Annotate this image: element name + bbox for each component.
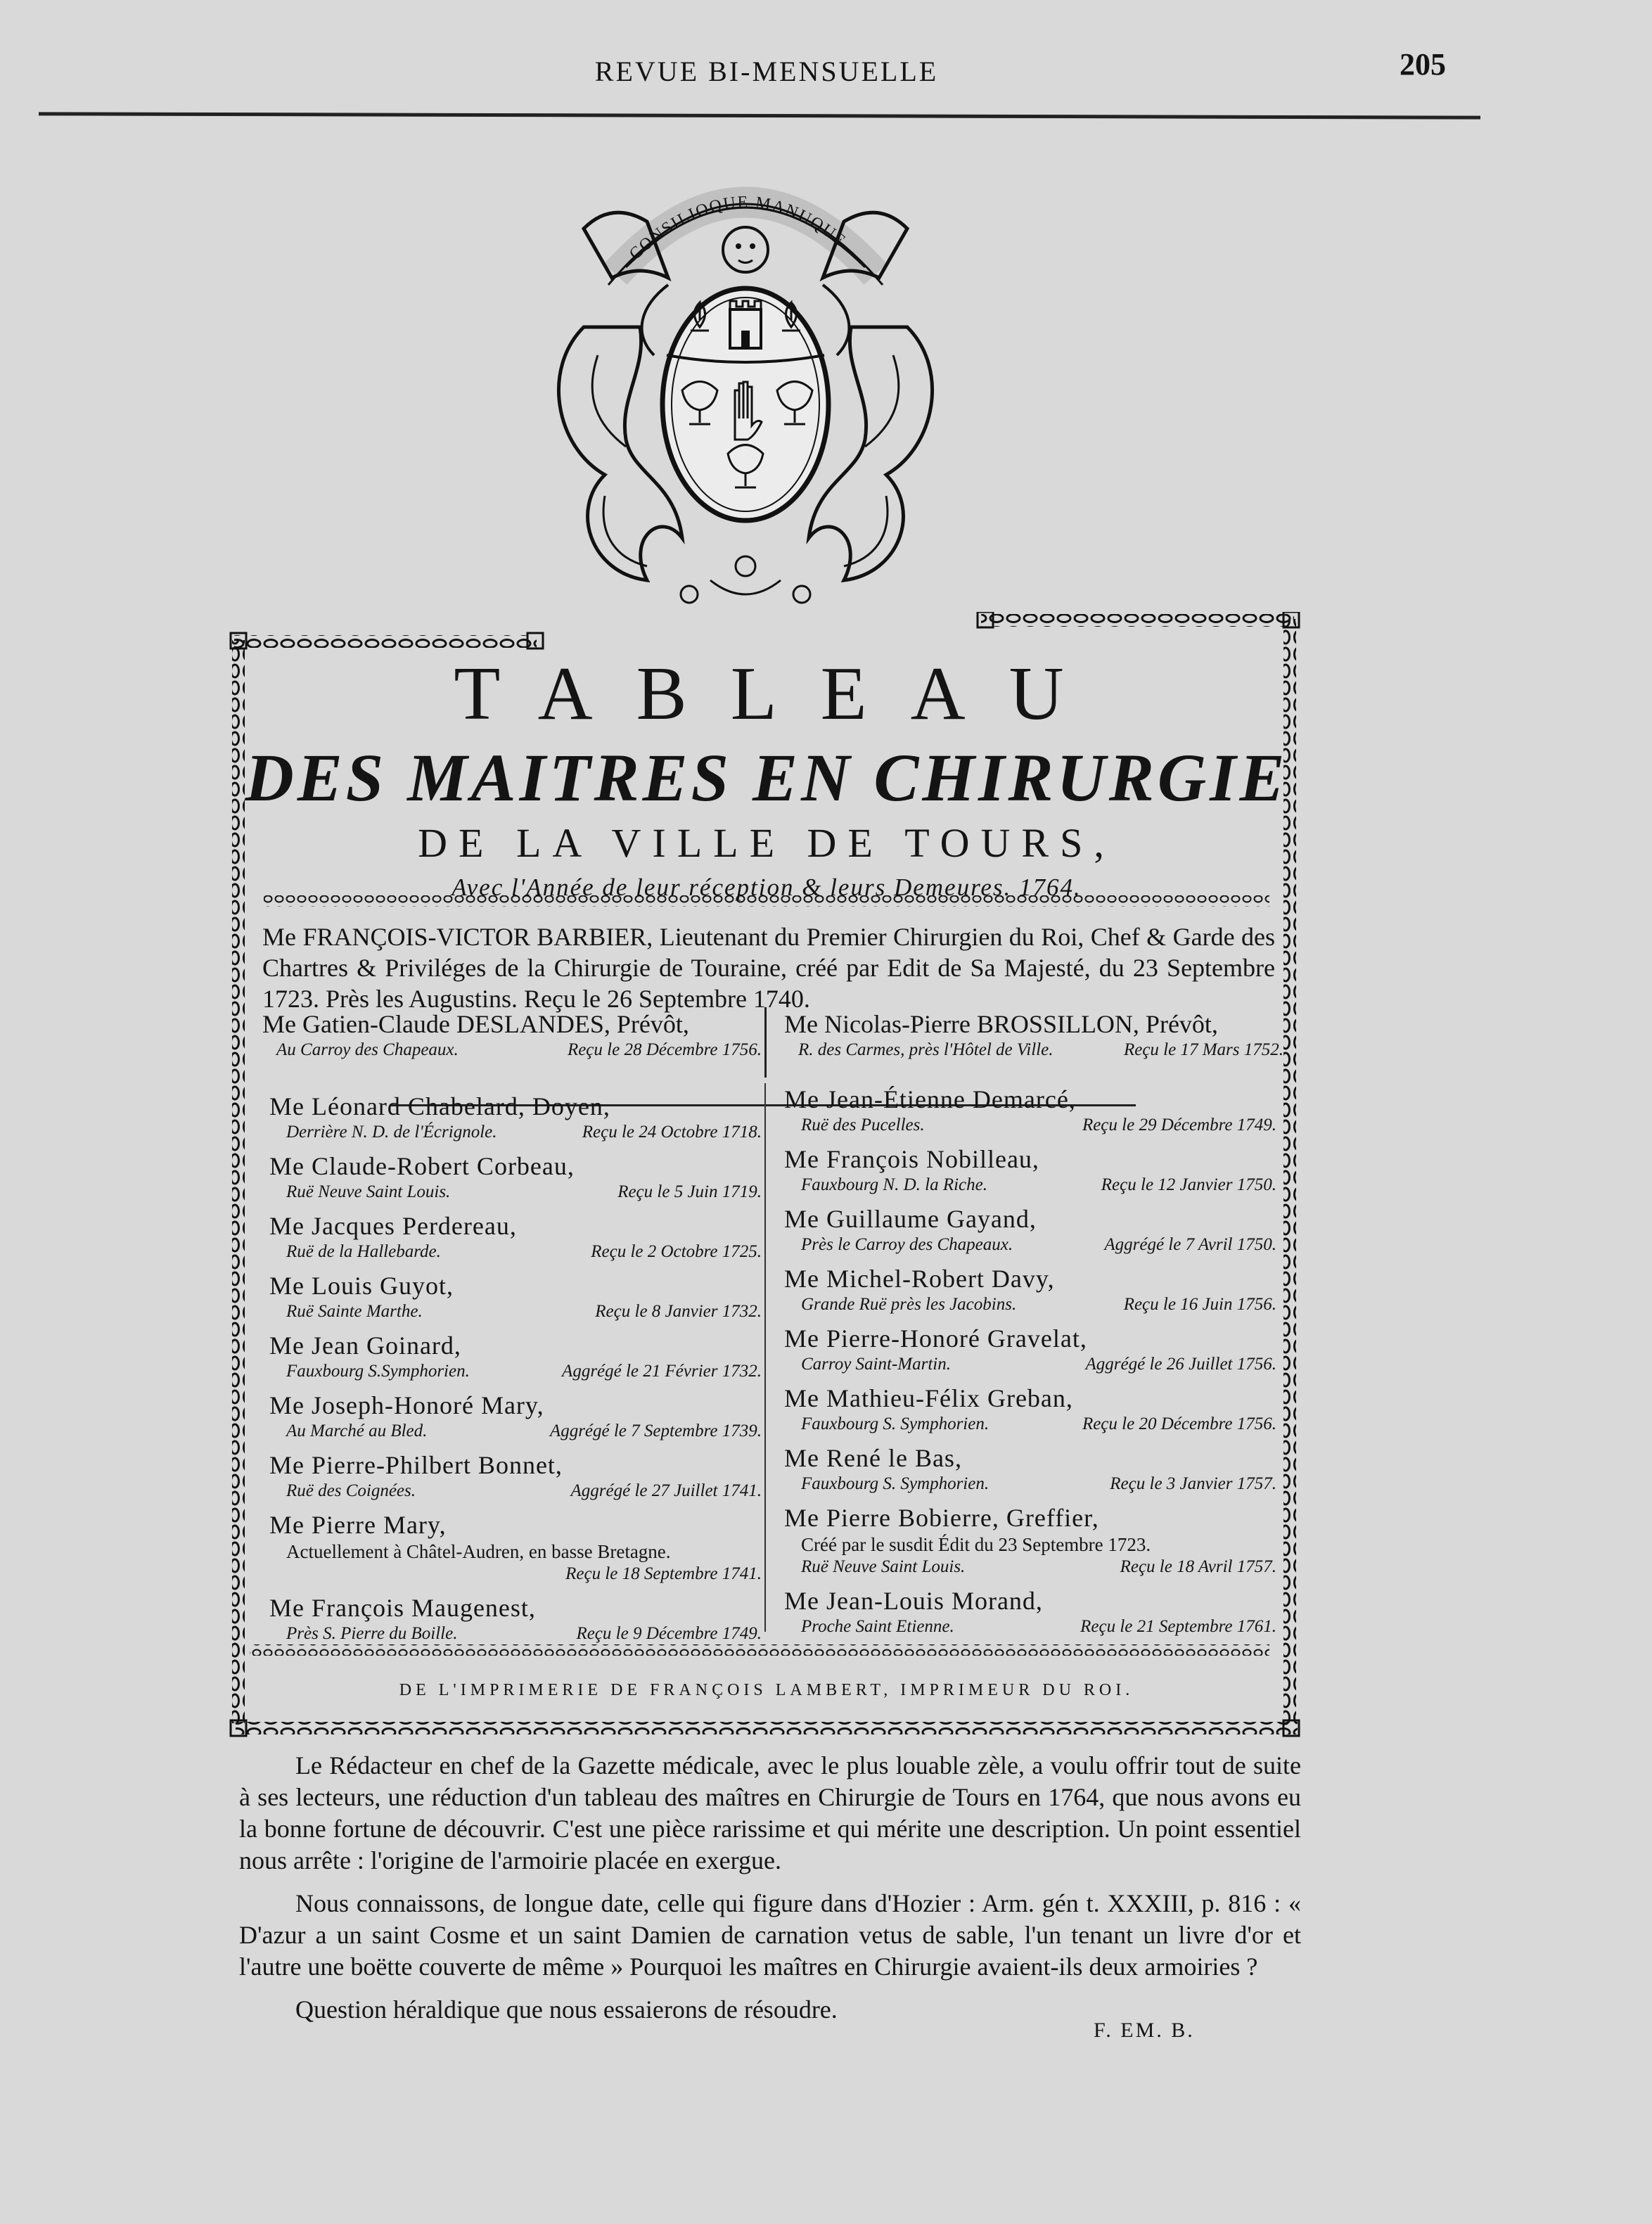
master-name: Me Michel-Robert Davy, bbox=[784, 1265, 1055, 1293]
master-address: Ruë Sainte Marthe. bbox=[286, 1302, 423, 1321]
master-date: Aggrégé le 27 Juillet 1741. bbox=[570, 1481, 762, 1500]
master-date: Reçu le 12 Janvier 1750. bbox=[1101, 1175, 1276, 1194]
header-rule bbox=[39, 112, 1480, 119]
master-address: Fauxbourg N. D. la Riche. bbox=[801, 1175, 988, 1194]
prevot-entry-right bbox=[784, 1009, 1291, 1060]
list-item bbox=[784, 1503, 1276, 1577]
master-name: Me Jean-Étienne Demarcé, bbox=[784, 1085, 1076, 1113]
master-address: Fauxbourg S. Symphorien. bbox=[801, 1414, 990, 1433]
running-head bbox=[0, 41, 1652, 97]
master-name: Me Léonard Chabelard, Doyen, bbox=[269, 1092, 610, 1120]
list-item bbox=[269, 1092, 762, 1142]
master-name: Me Jacques Perdereau, bbox=[269, 1212, 517, 1240]
master-name: Me Joseph-Honoré Mary, bbox=[269, 1391, 544, 1419]
master-address: Carroy Saint-Martin. bbox=[801, 1355, 951, 1374]
master-name: Me Claude-Robert Corbeau, bbox=[269, 1152, 575, 1180]
list-item bbox=[784, 1383, 1276, 1434]
master-address: Ruë des Pucelles. bbox=[801, 1116, 925, 1135]
master-address: Fauxbourg S.Symphorien. bbox=[286, 1362, 470, 1381]
master-date: Reçu le 16 Juin 1756. bbox=[1123, 1295, 1276, 1314]
list-item bbox=[269, 1151, 762, 1202]
article-paragraph: Nous connaissons, de longue date, celle qui figure dans d'Hozier : Arm. gén t. XXXIII, p. 816 : « D'azur a un saint Cosme et un saint Damien de carnation vetus de sable, l'un tenant un livre d'or et l'autre une boëtte couverte de même » Pourquoi les maîtres en Chirurgie avaient-ils deux armoiries ? bbox=[239, 1889, 1301, 1981]
master-address: Fauxbourg S. Symphorien. bbox=[801, 1474, 990, 1493]
master-note: Actuellement à Châtel-Audren, en basse Bretagne. bbox=[286, 1541, 671, 1562]
running-title: REVUE BI-MENSUELLE bbox=[594, 56, 939, 87]
list-item bbox=[784, 1144, 1276, 1195]
list-item bbox=[784, 1264, 1276, 1315]
master-name: Me Jean Goinard, bbox=[269, 1331, 461, 1360]
master-name: Me Pierre-Honoré Gravelat, bbox=[784, 1324, 1087, 1353]
master-date: Aggrégé le 26 Juillet 1756. bbox=[1085, 1355, 1276, 1374]
master-name: Me Pierre-Philbert Bonnet, bbox=[269, 1451, 563, 1479]
poster-city: DE LA VILLE DE TOURS, bbox=[418, 820, 1115, 866]
master-date: Aggrégé le 7 Avril 1750. bbox=[1104, 1235, 1276, 1254]
list-item bbox=[269, 1391, 762, 1441]
master-name: Me René le Bas, bbox=[784, 1444, 962, 1472]
list-item bbox=[269, 1271, 762, 1322]
master-date: Aggrégé le 7 Septembre 1739. bbox=[549, 1421, 762, 1440]
master-address: Grande Ruë près les Jacobins. bbox=[801, 1295, 1017, 1314]
list-item bbox=[269, 1211, 762, 1262]
prevot-address: R. des Carmes, près l'Hôtel de Ville. bbox=[798, 1040, 1054, 1059]
master-date: Reçu le 29 Décembre 1749. bbox=[1082, 1116, 1276, 1135]
master-name: Me Mathieu-Félix Greban, bbox=[784, 1384, 1073, 1412]
master-name: Me Jean-Louis Morand, bbox=[784, 1587, 1043, 1615]
printer-imprint: DE L'IMPRIMERIE DE FRANÇOIS LAMBERT, IMPRIMEUR DU ROI. bbox=[399, 1681, 1134, 1699]
master-date: Reçu le 8 Janvier 1732. bbox=[595, 1302, 762, 1321]
list-item bbox=[784, 1443, 1276, 1494]
master-date: Reçu le 3 Janvier 1757. bbox=[1110, 1474, 1276, 1493]
coat-of-arms-icon bbox=[542, 144, 949, 637]
page-number: 205 bbox=[1400, 47, 1446, 82]
master-note: Créé par le susdit Édit du 23 Septembre 1723. bbox=[801, 1534, 1151, 1555]
article-paragraph: Question héraldique que nous essaierons de résoudre. bbox=[295, 1995, 838, 2024]
master-date: Reçu le 2 Octobre 1725. bbox=[591, 1242, 762, 1261]
master-date: Aggrégé le 21 Février 1732. bbox=[562, 1362, 762, 1381]
prevot-date: Reçu le 17 Mars 1752. bbox=[1123, 1040, 1283, 1059]
poster-title: TABLEAU bbox=[454, 652, 1108, 736]
master-name: Me Pierre Bobierre, Greffier, bbox=[784, 1504, 1099, 1532]
master-date: Reçu le 24 Octobre 1718. bbox=[582, 1123, 762, 1142]
lieutenant-entry: Me FRANÇOIS-VICTOR BARBIER, Lieutenant du Premier Chirurgien du Roi, Chef & Garde des Chartres & Priviléges de la Chirurgie de Touraine, créé par Edit de Sa Majesté, du 23 Septembre 1723. Près les Augustins. Reçu le 26 Septembre 1740. bbox=[262, 923, 1275, 1013]
master-date: Reçu le 18 Septembre 1741. bbox=[565, 1564, 762, 1583]
list-item bbox=[269, 1593, 762, 1644]
poster-subtitle: DES MAITRES EN CHIRURGIE bbox=[245, 740, 1288, 815]
master-address: Au Marché au Bled. bbox=[286, 1421, 428, 1440]
prevot-date: Reçu le 28 Décembre 1756. bbox=[567, 1040, 762, 1059]
master-name: Me François Nobilleau, bbox=[784, 1145, 1039, 1173]
master-address: Ruë de la Hallebarde. bbox=[286, 1242, 441, 1261]
master-address: Ruë Neuve Saint Louis. bbox=[286, 1182, 451, 1201]
list-item bbox=[784, 1204, 1276, 1255]
poster bbox=[229, 612, 1305, 1741]
list-item bbox=[784, 1085, 1276, 1135]
master-address: Près le Carroy des Chapeaux. bbox=[801, 1235, 1013, 1254]
master-date: Reçu le 21 Septembre 1761. bbox=[1080, 1617, 1276, 1636]
master-name: Me Guillaume Gayand, bbox=[784, 1205, 1037, 1233]
prevot-address: Au Carroy des Chapeaux. bbox=[276, 1040, 459, 1059]
master-date: Reçu le 20 Décembre 1756. bbox=[1082, 1414, 1276, 1433]
prevot-entry-left bbox=[262, 1009, 769, 1060]
arms-motto: CONSILIOQUE MANUQUE bbox=[626, 193, 850, 264]
article-body bbox=[239, 1750, 1301, 2037]
master-address: Près S. Pierre du Boille. bbox=[286, 1624, 458, 1643]
list-item bbox=[784, 1586, 1276, 1637]
master-name: Me Louis Guyot, bbox=[269, 1272, 454, 1300]
master-address: Proche Saint Etienne. bbox=[801, 1617, 954, 1636]
master-date: Reçu le 18 Avril 1757. bbox=[1120, 1557, 1276, 1576]
master-date: Reçu le 9 Décembre 1749. bbox=[576, 1624, 762, 1643]
list-item bbox=[269, 1510, 762, 1584]
column-separator bbox=[764, 1083, 766, 1632]
prevot-name: Me Gatien-Claude DESLANDES, Prévôt, bbox=[262, 1010, 689, 1038]
master-date: Reçu le 5 Juin 1719. bbox=[617, 1182, 762, 1201]
master-name: Me François Maugenest, bbox=[269, 1594, 536, 1622]
list-item bbox=[269, 1331, 762, 1381]
prevot-separator bbox=[764, 1007, 767, 1078]
list-item bbox=[784, 1324, 1276, 1374]
article-paragraph: Le Rédacteur en chef de la Gazette médicale, avec le plus louable zèle, a voulu offrir tout de suite à ses lecteurs, une réduction d'un tableau des maîtres en Chirurgie de Tours en 1764, que nous avons eu la bonne fortune de découvrir. C'est une pièce rarissime et qui mérite une description. Un point essentiel nous arrête : l'origine de l'armoirie placée en exergue. bbox=[239, 1751, 1301, 1874]
prevot-name: Me Nicolas-Pierre BROSSILLON, Prévôt, bbox=[784, 1010, 1218, 1038]
master-address: Derrière N. D. de l'Écrignole. bbox=[286, 1123, 497, 1142]
master-address: Ruë Neuve Saint Louis. bbox=[801, 1557, 966, 1576]
master-address: Ruë des Coignées. bbox=[286, 1481, 416, 1500]
poster-note: Avec l'Année de leur réception & leurs Demeures. 1764. bbox=[452, 874, 1082, 901]
author-signature: F. EM. B. bbox=[1094, 2019, 1195, 2042]
master-name: Me Pierre Mary, bbox=[269, 1511, 447, 1539]
list-item bbox=[269, 1450, 762, 1501]
